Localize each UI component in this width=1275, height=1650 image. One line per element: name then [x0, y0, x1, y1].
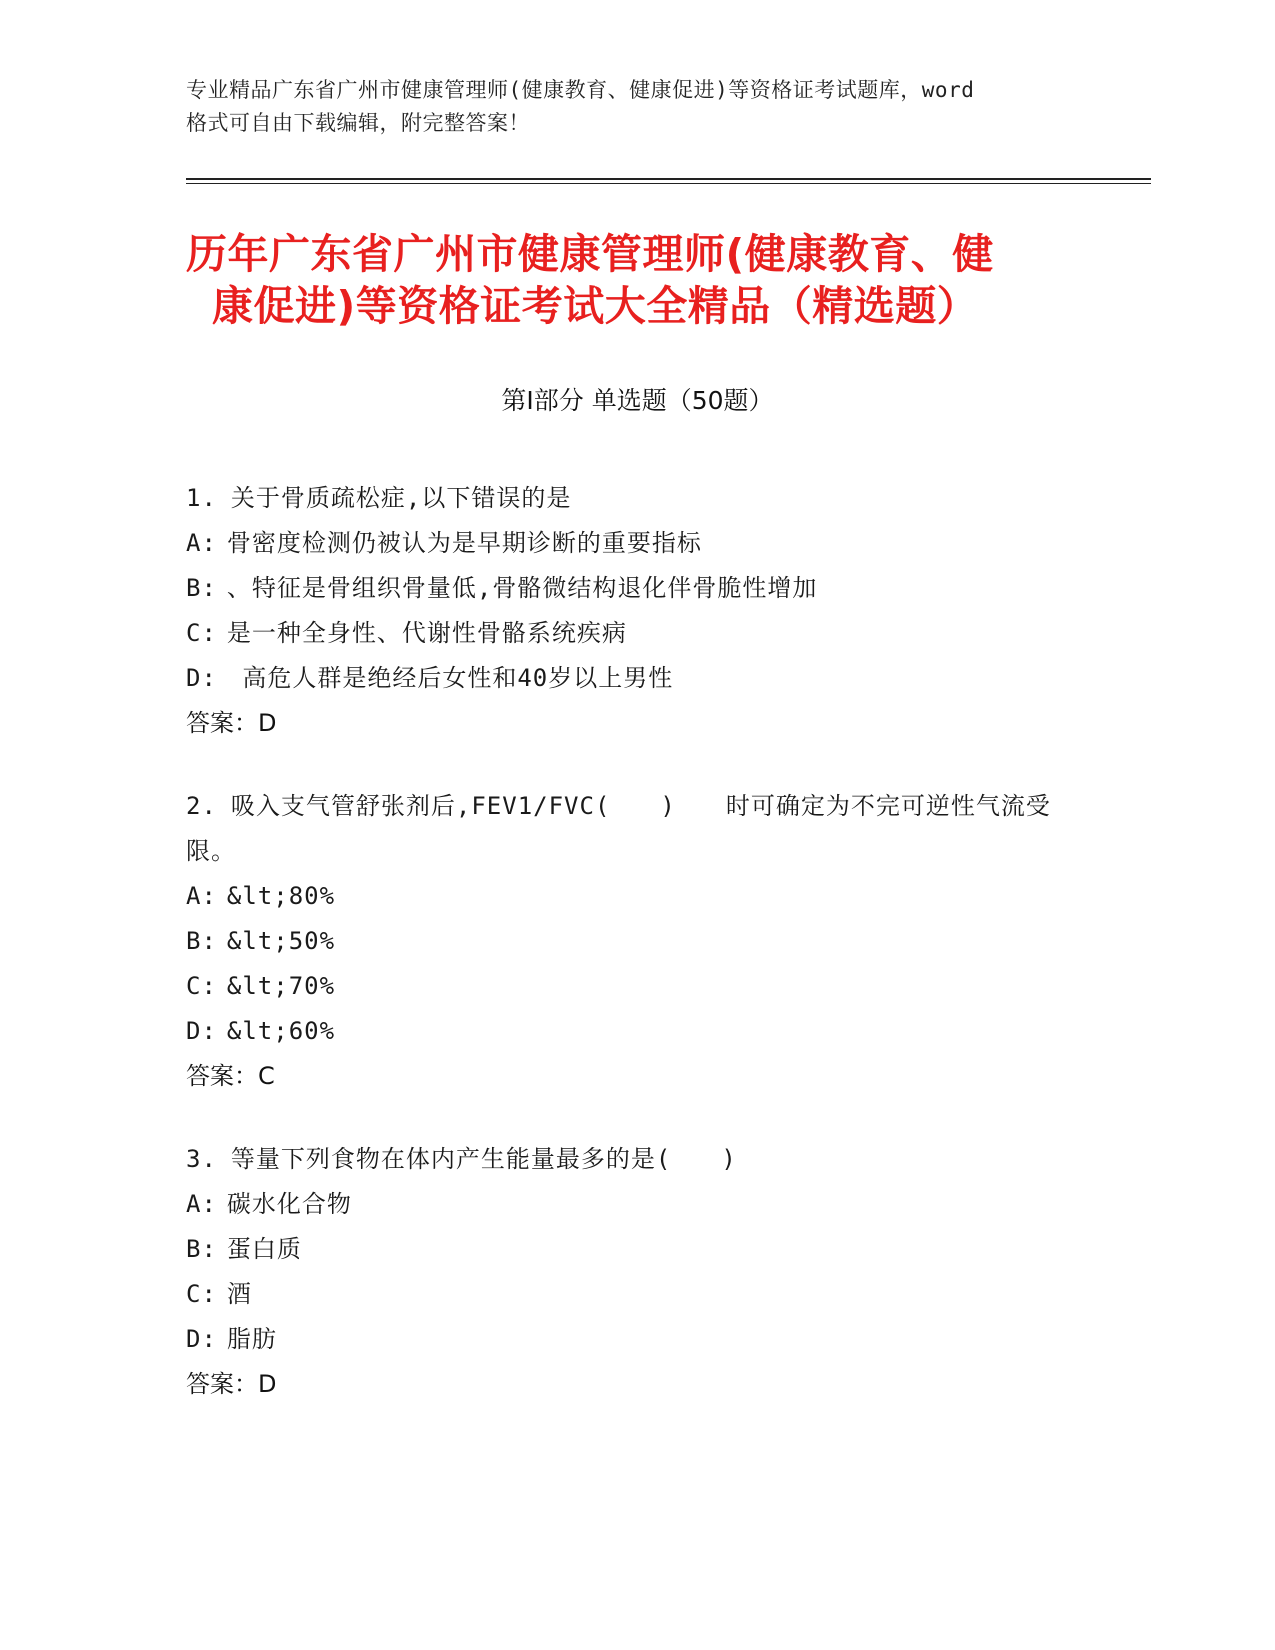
option-b	[186, 919, 1086, 964]
option-text: &lt;50%	[226, 927, 336, 955]
option-text: &lt;70%	[226, 972, 336, 1000]
answer: 答案：D	[186, 709, 277, 737]
question-text: 吸入支气管舒张剂后,FEV1/FVC( ) 时可确定为不完可逆性气流受限。	[186, 792, 1051, 865]
header-divider	[186, 178, 1151, 180]
option-key: B:	[186, 927, 217, 955]
option-a	[186, 521, 1086, 566]
option-d	[186, 656, 1086, 701]
question-stem	[186, 784, 1086, 874]
option-key: C:	[186, 1280, 217, 1308]
question-stem	[186, 1137, 1086, 1182]
question	[186, 1137, 1086, 1407]
option-text: 碳水化合物	[226, 1190, 352, 1218]
option-c	[186, 611, 1086, 656]
title-line: 康促进)等资格证考试大全精品（精选题）	[212, 282, 979, 330]
option-key: A:	[186, 1190, 217, 1218]
option-key: A:	[186, 529, 217, 557]
header-divider	[186, 183, 1151, 184]
option-text: 、特征是骨组织骨量低,骨骼微结构退化伴骨脆性增加	[226, 574, 818, 602]
question-text: 关于骨质疏松症,以下错误的是	[230, 484, 572, 512]
header-note	[186, 74, 1106, 140]
question-stem	[186, 476, 1086, 521]
title-line: 历年广东省广州市健康管理师(健康教育、健	[186, 230, 994, 278]
option-c	[186, 1272, 1086, 1317]
option-b	[186, 1227, 1086, 1272]
question-number: 1.	[186, 484, 217, 512]
question-text: 等量下列食物在体内产生能量最多的是( )	[230, 1145, 737, 1173]
option-key: B:	[186, 1235, 217, 1263]
header-note-line: 格式可自由下载编辑，附完整答案！	[186, 111, 530, 135]
option-text: 高危人群是绝经后女性和40岁以上男性	[226, 664, 674, 692]
question-number: 3.	[186, 1145, 217, 1173]
question	[186, 784, 1086, 1099]
option-text: &lt;80%	[226, 882, 336, 910]
option-key: C:	[186, 619, 217, 647]
answer: 答案：D	[186, 1370, 277, 1398]
option-key: D:	[186, 1017, 217, 1045]
option-b	[186, 566, 1086, 611]
question-number: 2.	[186, 792, 217, 820]
option-text: 脂肪	[226, 1325, 277, 1353]
document-title	[186, 228, 1096, 332]
option-text: 蛋白质	[226, 1235, 302, 1263]
section-title: 第Ⅰ部分 单选题（50题）	[501, 386, 774, 415]
option-c	[186, 964, 1086, 1009]
question	[186, 476, 1086, 746]
option-text: &lt;60%	[226, 1017, 336, 1045]
option-a	[186, 1182, 1086, 1227]
option-a	[186, 874, 1086, 919]
option-text: 是一种全身性、代谢性骨骼系统疾病	[226, 619, 627, 647]
answer: 答案：C	[186, 1062, 275, 1090]
option-key: B:	[186, 574, 217, 602]
option-key: A:	[186, 882, 217, 910]
option-key: C:	[186, 972, 217, 1000]
question-list	[186, 476, 1086, 1445]
option-text: 骨密度检测仍被认为是早期诊断的重要指标	[226, 529, 702, 557]
option-text: 酒	[226, 1280, 252, 1308]
option-d	[186, 1009, 1086, 1054]
header-note-line: 专业精品广东省广州市健康管理师(健康教育、健康促进)等资格证考试题库，word	[186, 78, 975, 102]
option-key: D:	[186, 1325, 217, 1353]
option-d	[186, 1317, 1086, 1362]
option-key: D:	[186, 664, 217, 692]
